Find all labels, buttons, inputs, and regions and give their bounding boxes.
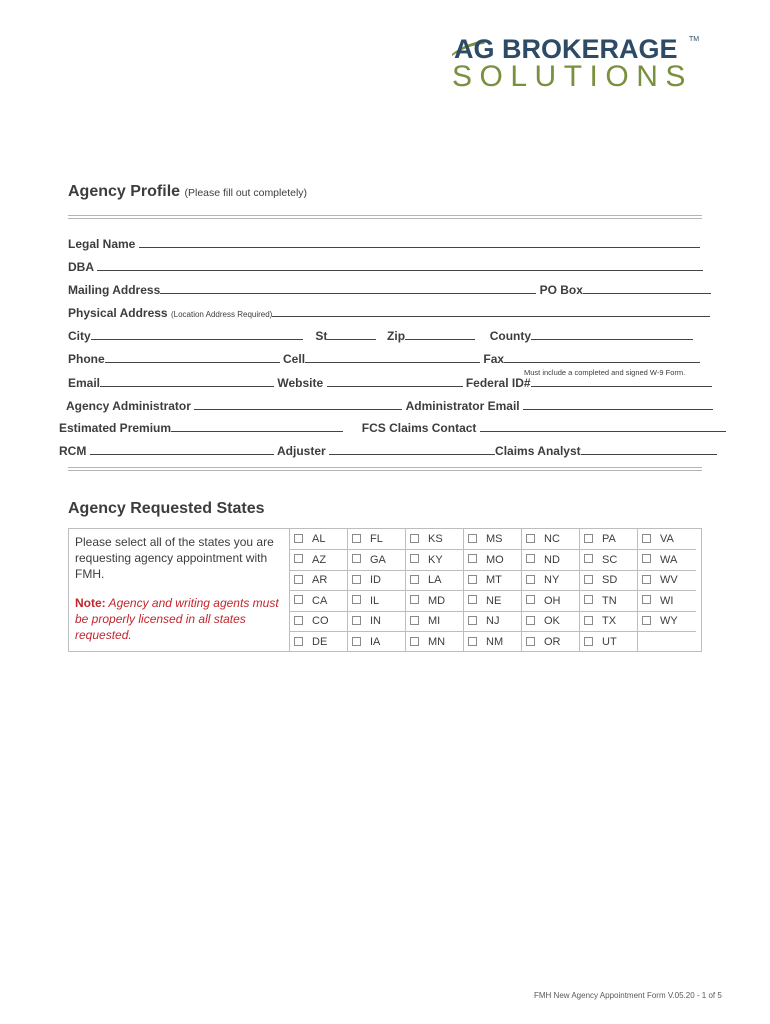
state-label: WI (660, 594, 674, 607)
state-checkbox-nd[interactable] (522, 550, 580, 571)
state-checkbox-ny[interactable] (522, 570, 580, 591)
state-label: OH (544, 594, 561, 607)
state-label: UT (602, 636, 617, 648)
requested-states-heading: Agency Requested States (68, 500, 265, 517)
state-checkbox-wy[interactable] (638, 611, 696, 632)
state-checkbox-nm[interactable] (464, 632, 522, 653)
state-label: MI (428, 615, 441, 628)
state-checkbox-wi[interactable] (638, 591, 696, 612)
state-label: ID (370, 574, 381, 587)
state-label: NM (486, 636, 504, 648)
state-checkbox-la[interactable] (406, 570, 464, 591)
checkbox-icon[interactable] (410, 595, 419, 604)
state-label: LA (428, 574, 442, 587)
state-label: WY (660, 615, 678, 628)
states-row (290, 529, 696, 550)
state-label: CA (312, 594, 328, 607)
state-label: WV (660, 574, 678, 587)
legal-name-field[interactable]: Legal Name (68, 237, 700, 251)
state-label: FL (370, 533, 383, 545)
state-checkbox-mt[interactable] (464, 570, 522, 591)
state-checkbox-al[interactable] (290, 529, 348, 550)
state-label: SD (602, 574, 618, 587)
state-checkbox-ok[interactable] (522, 611, 580, 632)
states-selection-box (68, 528, 702, 652)
state-checkbox-sc[interactable] (580, 550, 638, 571)
state-checkbox-ar[interactable] (290, 570, 348, 591)
mailing-address-field[interactable]: Mailing Address PO Box (68, 283, 711, 297)
checkbox-icon[interactable] (410, 554, 419, 563)
checkbox-icon[interactable] (584, 637, 593, 646)
state-checkbox-oh[interactable] (522, 591, 580, 612)
state-checkbox-md[interactable] (406, 591, 464, 612)
state-label: PA (602, 533, 616, 545)
state-label: IL (370, 594, 380, 607)
checkbox-icon[interactable] (526, 575, 535, 584)
checkbox-icon[interactable] (294, 637, 303, 646)
state-checkbox-mo[interactable] (464, 550, 522, 571)
state-checkbox-nj[interactable] (464, 611, 522, 632)
state-checkbox-wv[interactable] (638, 570, 696, 591)
state-checkbox-pa[interactable] (580, 529, 638, 550)
email-website-federal-row[interactable]: Email Website Federal ID# (68, 376, 712, 390)
checkbox-icon[interactable] (410, 616, 419, 625)
state-checkbox-nc[interactable] (522, 529, 580, 550)
checkbox-icon[interactable] (410, 637, 419, 646)
divider (68, 215, 702, 216)
state-label: AR (312, 574, 328, 587)
checkbox-icon[interactable] (584, 575, 593, 584)
page-footer: FMH New Agency Appointment Form V.05.20 - 1 of 5 (534, 991, 722, 1000)
state-label: OR (544, 636, 561, 648)
checkbox-icon[interactable] (352, 534, 361, 543)
checkbox-icon[interactable] (468, 534, 477, 543)
state-label: TX (602, 615, 617, 628)
state-checkbox-ne[interactable] (464, 591, 522, 612)
checkbox-icon[interactable] (526, 616, 535, 625)
state-checkbox-ky[interactable] (406, 550, 464, 571)
company-logo (448, 32, 708, 94)
checkbox-icon[interactable] (468, 637, 477, 646)
checkbox-icon[interactable] (294, 575, 303, 584)
state-checkbox-az[interactable] (290, 550, 348, 571)
state-label: VA (660, 533, 674, 545)
checkbox-icon[interactable] (468, 595, 477, 604)
state-checkbox-ca[interactable] (290, 591, 348, 612)
checkbox-icon[interactable] (352, 575, 361, 584)
checkbox-icon[interactable] (526, 554, 535, 563)
state-checkbox-ia[interactable] (348, 632, 406, 653)
state-label: ND (544, 553, 560, 566)
state-label: NE (486, 594, 502, 607)
state-checkbox-fl[interactable] (348, 529, 406, 550)
state-label: TN (602, 594, 617, 607)
state-checkbox-id[interactable] (348, 570, 406, 591)
checkbox-icon[interactable] (294, 595, 303, 604)
checkbox-icon[interactable] (584, 616, 593, 625)
state-label: NJ (486, 615, 500, 628)
state-checkbox-ut[interactable] (580, 632, 638, 653)
states-row (290, 550, 696, 571)
premium-claims-row[interactable]: Estimated Premium FCS Claims Contact (59, 421, 726, 435)
licensing-note: Note: Agency and writing agents must be properly licensed in all states requested. (75, 596, 279, 642)
states-checkbox-grid (289, 529, 696, 652)
state-label: NC (544, 533, 560, 545)
checkbox-icon[interactable] (352, 616, 361, 625)
state-checkbox-in[interactable] (348, 611, 406, 632)
state-checkbox-sd[interactable] (580, 570, 638, 591)
checkbox-icon[interactable] (352, 554, 361, 563)
state-label: MN (428, 636, 446, 648)
city-state-zip-county-row[interactable]: City St Zip County (68, 329, 693, 343)
divider (68, 218, 702, 219)
phone-cell-fax-row[interactable]: Phone Cell Fax (68, 352, 700, 366)
state-label: AL (312, 533, 326, 545)
checkbox-icon[interactable] (642, 534, 651, 543)
state-label: GA (370, 553, 386, 566)
divider (68, 470, 702, 471)
state-label: NY (544, 574, 560, 587)
empty-cell (638, 632, 696, 653)
state-label: MD (428, 594, 446, 607)
checkbox-icon[interactable] (410, 534, 419, 543)
checkbox-icon[interactable] (526, 534, 535, 543)
administrator-row[interactable]: Agency Administrator Administrator Email (66, 399, 713, 413)
checkbox-icon[interactable] (294, 616, 303, 625)
state-label: SC (602, 553, 618, 566)
checkbox-icon[interactable] (526, 595, 535, 604)
state-label: KS (428, 533, 443, 545)
state-checkbox-or[interactable] (522, 632, 580, 653)
states-row (290, 570, 696, 591)
state-label: MT (486, 574, 502, 587)
checkbox-icon[interactable] (468, 575, 477, 584)
checkbox-icon[interactable] (352, 637, 361, 646)
states-instructions: Please select all of the states you are requesting agency appointment with FMH. (75, 535, 274, 581)
checkbox-icon[interactable] (468, 554, 477, 563)
states-row (290, 611, 696, 632)
state-label: WA (660, 553, 678, 566)
physical-address-field[interactable]: Physical Address (Location Address Required) (68, 306, 710, 320)
checkbox-icon[interactable] (642, 616, 651, 625)
state-checkbox-wa[interactable] (638, 550, 696, 571)
checkbox-icon[interactable] (352, 595, 361, 604)
checkbox-icon[interactable] (584, 554, 593, 563)
checkbox-icon[interactable] (642, 595, 651, 604)
checkbox-icon[interactable] (642, 575, 651, 584)
state-label: OK (544, 615, 560, 628)
state-checkbox-va[interactable] (638, 529, 696, 550)
divider (68, 467, 702, 468)
state-checkbox-mn[interactable] (406, 632, 464, 653)
state-checkbox-ms[interactable] (464, 529, 522, 550)
checkbox-icon[interactable] (526, 637, 535, 646)
state-label: MS (486, 533, 503, 545)
checkbox-icon[interactable] (642, 554, 651, 563)
state-checkbox-de[interactable] (290, 632, 348, 653)
checkbox-icon[interactable] (584, 595, 593, 604)
states-row (290, 632, 696, 653)
agency-profile-heading: Agency Profile (Please fill out completely) (68, 183, 308, 200)
state-label: KY (428, 553, 443, 566)
checkbox-icon[interactable] (410, 575, 419, 584)
state-label: IN (370, 615, 381, 628)
state-checkbox-il[interactable] (348, 591, 406, 612)
state-label: DE (312, 636, 328, 648)
state-label: AZ (312, 553, 327, 566)
checkbox-icon[interactable] (294, 534, 303, 543)
state-label: MO (486, 553, 504, 566)
state-checkbox-tn[interactable] (580, 591, 638, 612)
dba-field[interactable]: DBA (68, 260, 703, 274)
checkbox-icon[interactable] (294, 554, 303, 563)
checkbox-icon[interactable] (468, 616, 477, 625)
logo-solutions-line: SOLUTIONS (452, 60, 693, 93)
w9-note: Must include a completed and signed W-9 Form. (524, 368, 686, 377)
state-label: CO (312, 615, 329, 628)
state-label: IA (370, 636, 381, 648)
states-row (290, 591, 696, 612)
checkbox-icon[interactable] (584, 534, 593, 543)
state-checkbox-tx[interactable] (580, 611, 638, 632)
state-checkbox-ga[interactable] (348, 550, 406, 571)
state-checkbox-ks[interactable] (406, 529, 464, 550)
logo-brand-line: AG BROKERAGE (454, 34, 678, 64)
rcm-adjuster-analyst-row[interactable]: RCM Adjuster Claims Analyst (59, 444, 717, 458)
state-checkbox-co[interactable] (290, 611, 348, 632)
logo-trademark: TM (689, 36, 700, 43)
state-checkbox-mi[interactable] (406, 611, 464, 632)
